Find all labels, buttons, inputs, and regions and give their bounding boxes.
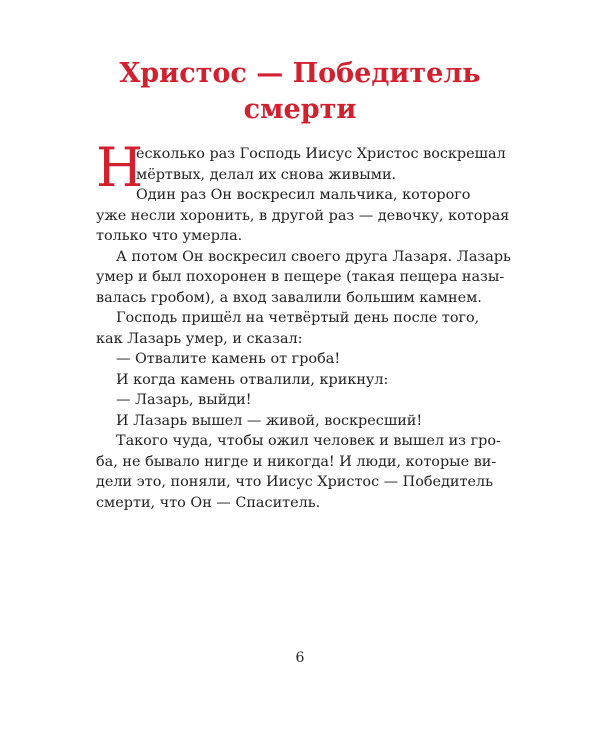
- page-number: 6: [295, 650, 305, 666]
- text-line: Один раз Он воскресил мальчика, которого: [136, 187, 471, 203]
- text-line: — Лазарь, выйди!: [116, 392, 252, 408]
- text-line: дели это, поняли, что Иисус Христос — Победитель: [96, 474, 493, 490]
- title-line-1: Христос — Победитель: [119, 58, 481, 89]
- text-line: А потом Он воскресил своего друга Лазаря. Лазарь: [116, 248, 511, 265]
- text-line: валась гробом), а вход завалили большим камнем.: [96, 289, 482, 306]
- text-line: — Отвалите камень от гроба!: [116, 351, 341, 367]
- text-line: уже несли хоронить, в другой раз — девочку, которая: [96, 207, 510, 224]
- text-line: есколько раз Господь Иисус Христос воскрешал: [136, 146, 506, 162]
- title-line-2: смерти: [243, 94, 357, 125]
- text-line: как Лазарь умер, и сказал:: [96, 330, 303, 347]
- text-line: мёртвых, делал их снова живыми.: [136, 166, 397, 183]
- drop-cap-letter: Н: [96, 136, 144, 199]
- text-line: ба, не бывало нигде и никогда! И люди, которые ви-: [96, 453, 497, 470]
- text-line: И Лазарь вышел — живой, воскресший!: [116, 412, 423, 429]
- text-line: Такого чуда, чтобы ожил человек и вышел из гро-: [116, 433, 501, 449]
- text-line: умер и был похоронен в пещере (такая пещера назы-: [96, 269, 505, 285]
- page-title: [0, 56, 600, 128]
- text-line: смерти, что Он — Спаситель.: [96, 494, 321, 511]
- text-line: Господь пришёл на четвёртый день после того,: [116, 310, 480, 326]
- text-line: только что умерла.: [96, 228, 243, 244]
- text-line: И когда камень отвалили, крикнул:: [116, 371, 389, 388]
- story-text: [96, 144, 511, 513]
